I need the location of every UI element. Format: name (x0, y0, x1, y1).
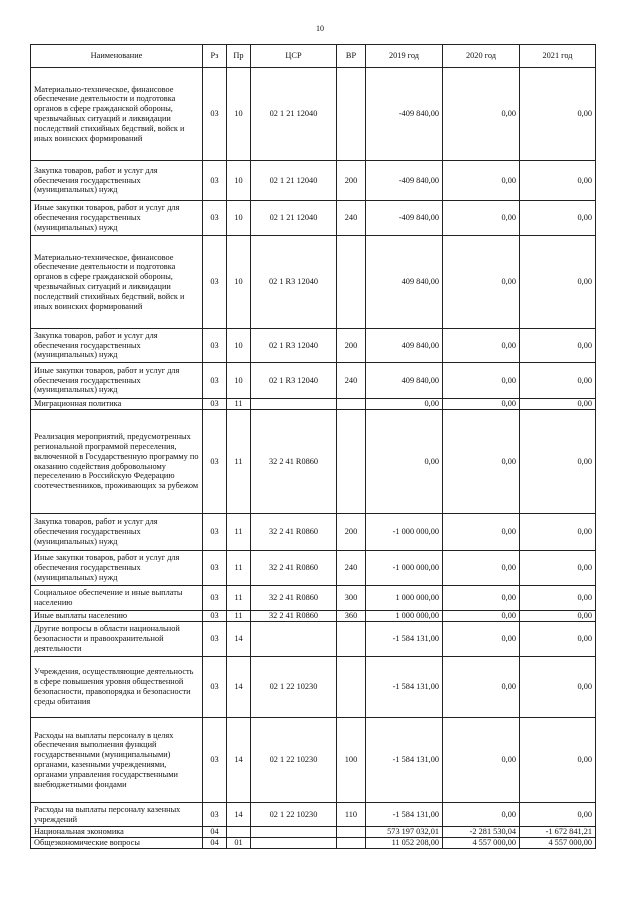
cell-vr: 240 (337, 551, 366, 586)
cell-name: Материально-техническое, финансовое обеспечение деятельности и подготовка органов в сфере гражданской обороны, чрезвычайных ситуаций и ликвидации последствий стихийных бедствий, войск и иных воинских формирований (31, 68, 203, 161)
cell-rz: 04 (203, 827, 227, 838)
cell-pr: 11 (227, 586, 251, 611)
cell-pr: 11 (227, 399, 251, 410)
cell-csr: 02 1 22 10230 (251, 657, 337, 718)
cell-csr: 02 1 R3 12040 (251, 236, 337, 329)
cell-rz: 03 (203, 201, 227, 236)
cell-2019: 573 197 032,01 (366, 827, 443, 838)
cell-name: Расходы на выплаты персоналу в целях обеспечения выполнения функций государственными (муниципальными) органами, казенными учреждениями, органами управления государственными внебюджетными фондами (31, 718, 203, 803)
cell-2020: 0,00 (443, 329, 520, 363)
cell-rz: 03 (203, 399, 227, 410)
cell-pr: 14 (227, 803, 251, 827)
cell-2021: 0,00 (520, 551, 596, 586)
table-row (31, 410, 596, 514)
cell-rz: 03 (203, 657, 227, 718)
cell-vr: 360 (337, 611, 366, 622)
cell-vr (337, 827, 366, 838)
cell-csr: 02 1 R3 12040 (251, 329, 337, 363)
cell-2019: -409 840,00 (366, 68, 443, 161)
cell-name: Иные закупки товаров, работ и услуг для обеспечения государственных (муниципальных) нужд (31, 201, 203, 236)
cell-2020: 0,00 (443, 236, 520, 329)
cell-csr: 32 2 41 R0860 (251, 514, 337, 551)
cell-vr (337, 657, 366, 718)
cell-rz: 03 (203, 68, 227, 161)
cell-name: Реализация мероприятий, предусмотренных региональной программой переселения, включенной в Государственную программу по оказанию содействия добровольному переселению в Российскую Федерацию соотечественников, проживающих за рубежом (31, 410, 203, 514)
cell-pr: 10 (227, 363, 251, 399)
cell-csr (251, 827, 337, 838)
cell-pr: 14 (227, 718, 251, 803)
table-row (31, 551, 596, 586)
cell-csr: 02 1 21 12040 (251, 201, 337, 236)
cell-vr: 200 (337, 329, 366, 363)
cell-csr (251, 622, 337, 657)
cell-name: Социальное обеспечение и иные выплаты населению (31, 586, 203, 611)
table-row (31, 201, 596, 236)
cell-csr: 02 1 21 12040 (251, 161, 337, 201)
cell-2019: -1 584 131,00 (366, 657, 443, 718)
table-row (31, 161, 596, 201)
cell-csr: 02 1 21 12040 (251, 68, 337, 161)
cell-2020: 0,00 (443, 718, 520, 803)
cell-pr: 11 (227, 611, 251, 622)
cell-vr: 200 (337, 161, 366, 201)
table-row (31, 611, 596, 622)
table-row (31, 718, 596, 803)
cell-name: Иные выплаты населению (31, 611, 203, 622)
cell-name: Иные закупки товаров, работ и услуг для обеспечения государственных (муниципальных) нужд (31, 551, 203, 586)
cell-2021: 0,00 (520, 622, 596, 657)
cell-2019: -1 000 000,00 (366, 514, 443, 551)
cell-rz: 03 (203, 718, 227, 803)
cell-csr: 02 1 R3 12040 (251, 363, 337, 399)
cell-name: Национальная экономика (31, 827, 203, 838)
cell-2019: 11 052 208,00 (366, 838, 443, 849)
cell-pr: 10 (227, 68, 251, 161)
cell-2021: 0,00 (520, 201, 596, 236)
cell-2020: 0,00 (443, 586, 520, 611)
cell-pr: 10 (227, 236, 251, 329)
cell-2020: -2 281 530,04 (443, 827, 520, 838)
cell-2020: 0,00 (443, 68, 520, 161)
cell-rz: 03 (203, 410, 227, 514)
table-row (31, 514, 596, 551)
cell-rz: 03 (203, 551, 227, 586)
cell-2019: 1 000 000,00 (366, 611, 443, 622)
table-row (31, 803, 596, 827)
table-header-row (31, 45, 596, 68)
cell-2021: 0,00 (520, 329, 596, 363)
cell-pr: 10 (227, 329, 251, 363)
cell-rz: 03 (203, 329, 227, 363)
budget-table (30, 44, 596, 849)
table-row (31, 827, 596, 838)
cell-rz: 03 (203, 236, 227, 329)
cell-pr: 10 (227, 161, 251, 201)
cell-rz: 03 (203, 363, 227, 399)
cell-csr: 32 2 41 R0860 (251, 410, 337, 514)
header-name: Наименование (31, 45, 203, 68)
cell-vr (337, 410, 366, 514)
cell-2021: -1 672 841,21 (520, 827, 596, 838)
header-pr: Пр (227, 45, 251, 68)
cell-2020: 0,00 (443, 399, 520, 410)
cell-name: Закупка товаров, работ и услуг для обеспечения государственных (муниципальных) нужд (31, 329, 203, 363)
table-row (31, 399, 596, 410)
cell-vr: 200 (337, 514, 366, 551)
page-number: 10 (316, 24, 324, 33)
cell-2021: 0,00 (520, 236, 596, 329)
cell-vr: 240 (337, 363, 366, 399)
cell-2020: 0,00 (443, 622, 520, 657)
cell-pr: 11 (227, 514, 251, 551)
header-vr: ВР (337, 45, 366, 68)
cell-csr (251, 399, 337, 410)
cell-2021: 0,00 (520, 657, 596, 718)
cell-2021: 0,00 (520, 514, 596, 551)
cell-name: Другие вопросы в области национальной безопасности и правоохранительной деятельности (31, 622, 203, 657)
cell-vr (337, 236, 366, 329)
table-row (31, 329, 596, 363)
cell-vr: 100 (337, 718, 366, 803)
cell-pr: 14 (227, 622, 251, 657)
cell-name: Закупка товаров, работ и услуг для обеспечения государственных (муниципальных) нужд (31, 161, 203, 201)
cell-2020: 0,00 (443, 551, 520, 586)
cell-2020: 0,00 (443, 657, 520, 718)
cell-rz: 03 (203, 622, 227, 657)
cell-rz: 03 (203, 514, 227, 551)
table-row (31, 586, 596, 611)
cell-pr: 10 (227, 201, 251, 236)
cell-csr: 32 2 41 R0860 (251, 611, 337, 622)
cell-2021: 0,00 (520, 161, 596, 201)
cell-2019: -1 000 000,00 (366, 551, 443, 586)
cell-2019: -409 840,00 (366, 201, 443, 236)
header-2019: 2019 год (366, 45, 443, 68)
cell-vr (337, 838, 366, 849)
cell-pr: 11 (227, 551, 251, 586)
cell-2019: 409 840,00 (366, 236, 443, 329)
cell-csr: 02 1 22 10230 (251, 718, 337, 803)
cell-2019: -409 840,00 (366, 161, 443, 201)
cell-pr (227, 827, 251, 838)
cell-name: Материально-техническое, финансовое обеспечение деятельности и подготовка органов в сфере гражданской обороны, чрезвычайных ситуаций и ликвидации последствий стихийных бедствий, войск и иных воинских формирований (31, 236, 203, 329)
cell-2020: 0,00 (443, 803, 520, 827)
cell-2019: 409 840,00 (366, 363, 443, 399)
cell-csr (251, 838, 337, 849)
cell-2021: 0,00 (520, 363, 596, 399)
cell-2019: -1 584 131,00 (366, 622, 443, 657)
header-2021: 2021 год (520, 45, 596, 68)
cell-rz: 03 (203, 586, 227, 611)
cell-2019: -1 584 131,00 (366, 803, 443, 827)
table-row (31, 622, 596, 657)
cell-name: Общеэкономические вопросы (31, 838, 203, 849)
cell-rz: 03 (203, 161, 227, 201)
cell-2021: 0,00 (520, 718, 596, 803)
header-2020: 2020 год (443, 45, 520, 68)
cell-rz: 04 (203, 838, 227, 849)
cell-2020: 0,00 (443, 611, 520, 622)
cell-pr: 14 (227, 657, 251, 718)
table-row (31, 236, 596, 329)
cell-vr (337, 399, 366, 410)
cell-2021: 4 557 000,00 (520, 838, 596, 849)
cell-name: Миграционная политика (31, 399, 203, 410)
table-row (31, 657, 596, 718)
header-csr: ЦСР (251, 45, 337, 68)
cell-2021: 0,00 (520, 399, 596, 410)
cell-2020: 0,00 (443, 410, 520, 514)
cell-2021: 0,00 (520, 586, 596, 611)
cell-name: Иные закупки товаров, работ и услуг для обеспечения государственных (муниципальных) нужд (31, 363, 203, 399)
cell-2020: 0,00 (443, 363, 520, 399)
cell-rz: 03 (203, 803, 227, 827)
cell-2019: -1 584 131,00 (366, 718, 443, 803)
cell-2020: 4 557 000,00 (443, 838, 520, 849)
cell-2021: 0,00 (520, 803, 596, 827)
cell-2019: 0,00 (366, 399, 443, 410)
table-row (31, 363, 596, 399)
cell-rz: 03 (203, 611, 227, 622)
cell-name: Закупка товаров, работ и услуг для обеспечения государственных (муниципальных) нужд (31, 514, 203, 551)
cell-2021: 0,00 (520, 611, 596, 622)
cell-csr: 32 2 41 R0860 (251, 551, 337, 586)
cell-vr: 240 (337, 201, 366, 236)
cell-csr: 32 2 41 R0860 (251, 586, 337, 611)
cell-2019: 1 000 000,00 (366, 586, 443, 611)
table-row (31, 838, 596, 849)
cell-pr: 01 (227, 838, 251, 849)
cell-2019: 409 840,00 (366, 329, 443, 363)
cell-name: Учреждения, осуществляющие деятельность в сфере повышения уровня общественной безопасности, правопорядка и безопасности среды обитания (31, 657, 203, 718)
cell-csr: 02 1 22 10230 (251, 803, 337, 827)
cell-vr (337, 622, 366, 657)
cell-vr: 110 (337, 803, 366, 827)
cell-pr: 11 (227, 410, 251, 514)
cell-2020: 0,00 (443, 201, 520, 236)
table-row (31, 68, 596, 161)
cell-2021: 0,00 (520, 68, 596, 161)
cell-vr: 300 (337, 586, 366, 611)
header-rz: Рз (203, 45, 227, 68)
cell-name: Расходы на выплаты персоналу казенных учреждений (31, 803, 203, 827)
cell-2021: 0,00 (520, 410, 596, 514)
cell-2019: 0,00 (366, 410, 443, 514)
cell-2020: 0,00 (443, 514, 520, 551)
cell-vr (337, 68, 366, 161)
cell-2020: 0,00 (443, 161, 520, 201)
